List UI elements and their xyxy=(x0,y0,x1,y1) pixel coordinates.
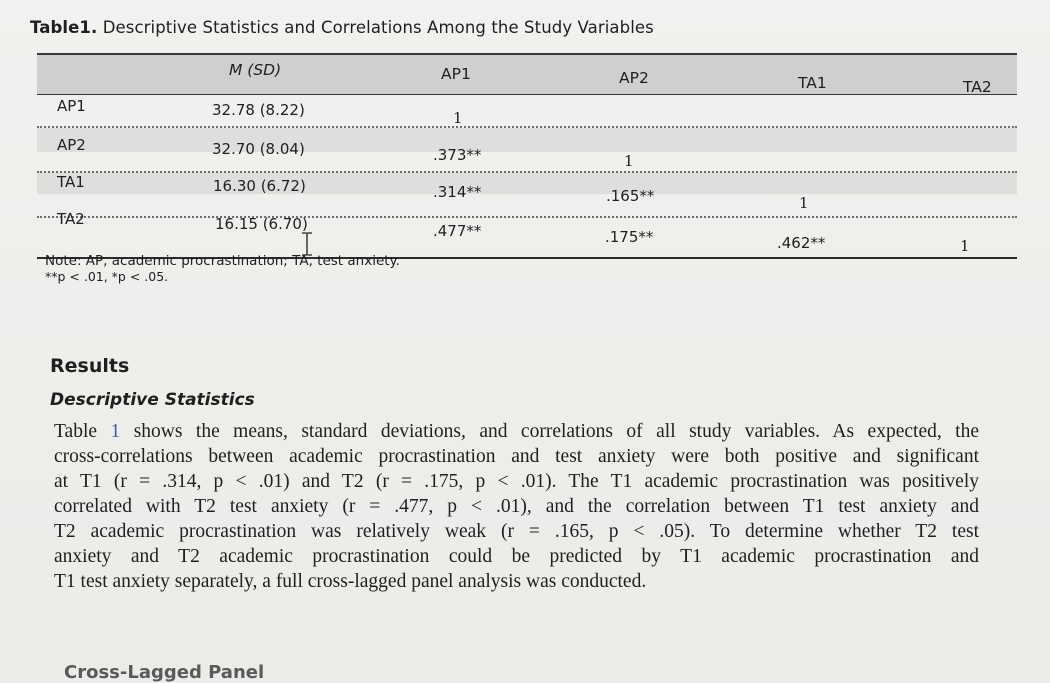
table-title-text: Descriptive Statistics and Correlations Among the Study Variables xyxy=(102,18,654,37)
row-label: TA1 xyxy=(57,173,85,191)
row-label: AP1 xyxy=(57,97,86,115)
table-significance-note: **p < .01, *p < .05. xyxy=(45,269,169,284)
cell-value: 1 xyxy=(624,152,634,170)
row-divider xyxy=(37,126,1017,128)
row-label: AP2 xyxy=(57,136,86,154)
header-ta1: TA1 xyxy=(798,74,827,92)
table-reference-link[interactable]: 1 xyxy=(110,421,121,442)
table-note: Note: AP, academic procrastination; TA, test anxiety. xyxy=(45,253,400,269)
paragraph-line: Table 1 shows the means, standard deviations, and correlations of all study variables. As expected, the xyxy=(54,421,979,442)
cell-value: 1 xyxy=(799,194,809,212)
section-heading: Results xyxy=(50,355,130,377)
table-header xyxy=(37,53,1017,95)
table-title xyxy=(30,18,654,37)
paragraph-line: cross-correlations between academic procrastination and test anxiety were both positive and significant xyxy=(54,446,979,467)
row-msd: 32.70 (8.04) xyxy=(212,140,305,158)
paragraph-line: anxiety and T2 academic procrastination could be predicted by T1 academic procrastination and xyxy=(54,546,979,567)
paragraph-line: T2 academic procrastination was relatively weak (r = .165, p < .05). To determine whether T2 test xyxy=(54,521,979,542)
cell-value: .373** xyxy=(433,146,482,164)
table-title-label: Table1. xyxy=(30,18,98,37)
paragraph-line: correlated with T2 test anxiety (r = .477, p < .01), and the correlation between T1 test anxiety and xyxy=(54,496,979,517)
header-ta2: TA2 xyxy=(963,78,992,96)
cell-value: .314** xyxy=(433,183,482,201)
cell-value: .477** xyxy=(433,222,482,240)
cell-value: .175** xyxy=(605,228,654,246)
header-ap2: AP2 xyxy=(619,69,649,87)
table-row-band xyxy=(37,128,1017,152)
cell-value: .462** xyxy=(777,234,826,252)
cell-value: .165** xyxy=(606,187,655,205)
subsection-heading: Descriptive Statistics xyxy=(50,390,255,410)
next-section-heading: Cross-Lagged Panel xyxy=(64,662,265,683)
cell-value: 1 xyxy=(453,109,463,127)
cell-value: 1 xyxy=(960,237,970,255)
header-ap1: AP1 xyxy=(441,65,471,83)
row-msd: 16.30 (6.72) xyxy=(213,177,306,195)
header-msd: M (SD) xyxy=(229,61,282,79)
row-label: TA2 xyxy=(57,210,85,228)
table-row-band xyxy=(37,172,1017,194)
row-msd: 32.78 (8.22) xyxy=(212,101,305,119)
row-divider xyxy=(37,216,1017,218)
paragraph-line: at T1 (r = .314, p < .01) and T2 (r = .175, p < .01). The T1 academic procrastination was positively xyxy=(54,471,979,492)
row-msd: 16.15 (6.70) xyxy=(215,215,308,233)
paragraph-line: T1 test anxiety separately, a full cross-lagged panel analysis was conducted. xyxy=(54,571,647,592)
row-divider xyxy=(37,171,1017,173)
